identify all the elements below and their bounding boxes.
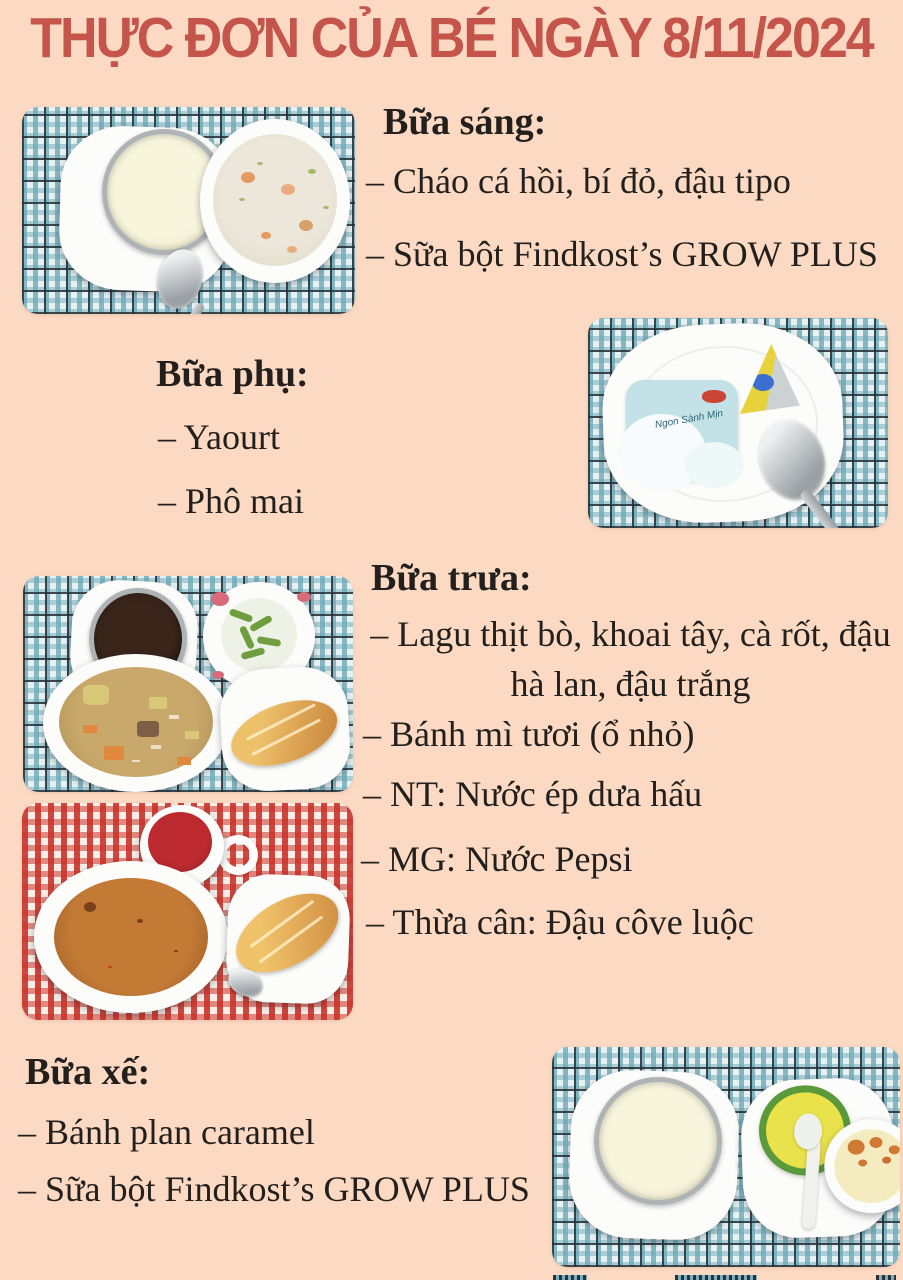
yogurt-logo [702,390,726,403]
breakfast-item: – Cháo cá hồi, bí đỏ, đậu tipo [366,161,791,201]
yogurt-swirl [684,442,744,488]
caramel-topping [847,1139,865,1155]
milk-cup [594,1077,722,1205]
stew-chunks [83,685,109,705]
afternoon-snack-photo [552,1047,900,1267]
lunch-item: – Lagu thịt bò, khoai tây, cà rốt, đậu hà lan, đậu trắng [370,614,891,704]
lagu-bowl [43,654,229,792]
bread-loaf [223,688,346,779]
porridge-toppings [241,172,255,183]
lunch-item: – MG: Nước Pepsi [361,839,633,879]
soup-bowl [34,861,228,1013]
floral-pattern [211,592,229,606]
lunch-photo-1 [23,576,353,792]
yogurt-label-text: Ngon Sành Mịn [654,408,724,431]
lagu-stew [59,667,213,777]
spoon-handle [799,488,840,528]
porridge [213,134,337,266]
breakfast-item: – Sữa bột Findkost’s GROW PLUS [366,234,878,274]
lunch-item: – NT: Nước ép dưa hấu [363,774,703,814]
lunch-item: – Bánh mì tươi (ổ nhỏ) [363,714,695,754]
juice-cup-handle [218,835,258,875]
bread-plate [218,665,352,792]
morning-snack-photo [588,318,888,528]
afternoon-snack-item: – Bánh plan caramel [18,1112,315,1152]
cropped-photo-edge [876,1275,896,1280]
lunch-photo-2 [22,803,353,1020]
lunch-heading: Bữa trưa: [371,557,532,599]
soup [54,878,208,996]
cropped-photo-edge [675,1275,757,1280]
soup-bits [84,902,96,912]
yogurt-cup [626,380,738,480]
afternoon-snack-item: – Sữa bột Findkost’s GROW PLUS [18,1169,530,1209]
page-title: THỰC ĐƠN CỦA BÉ NGÀY 8/11/2024 [30,7,873,70]
breakfast-heading: Bữa sáng: [383,101,547,143]
flan-plate [739,1076,896,1239]
bread-plate [225,873,351,1005]
cropped-photo-edge [553,1275,587,1280]
morning-snack-item: – Phô mai [158,481,305,521]
morning-snack-item: – Yaourt [158,417,281,457]
porridge-bowl [200,119,350,283]
green-beans-dish [221,598,297,672]
afternoon-snack-heading: Bữa xế: [25,1051,151,1093]
breakfast-photo [22,107,355,314]
lunch-item: – Thừa cân: Đậu côve luộc [366,902,754,942]
flan [833,1128,900,1205]
morning-snack-heading: Bữa phụ: [156,353,309,395]
